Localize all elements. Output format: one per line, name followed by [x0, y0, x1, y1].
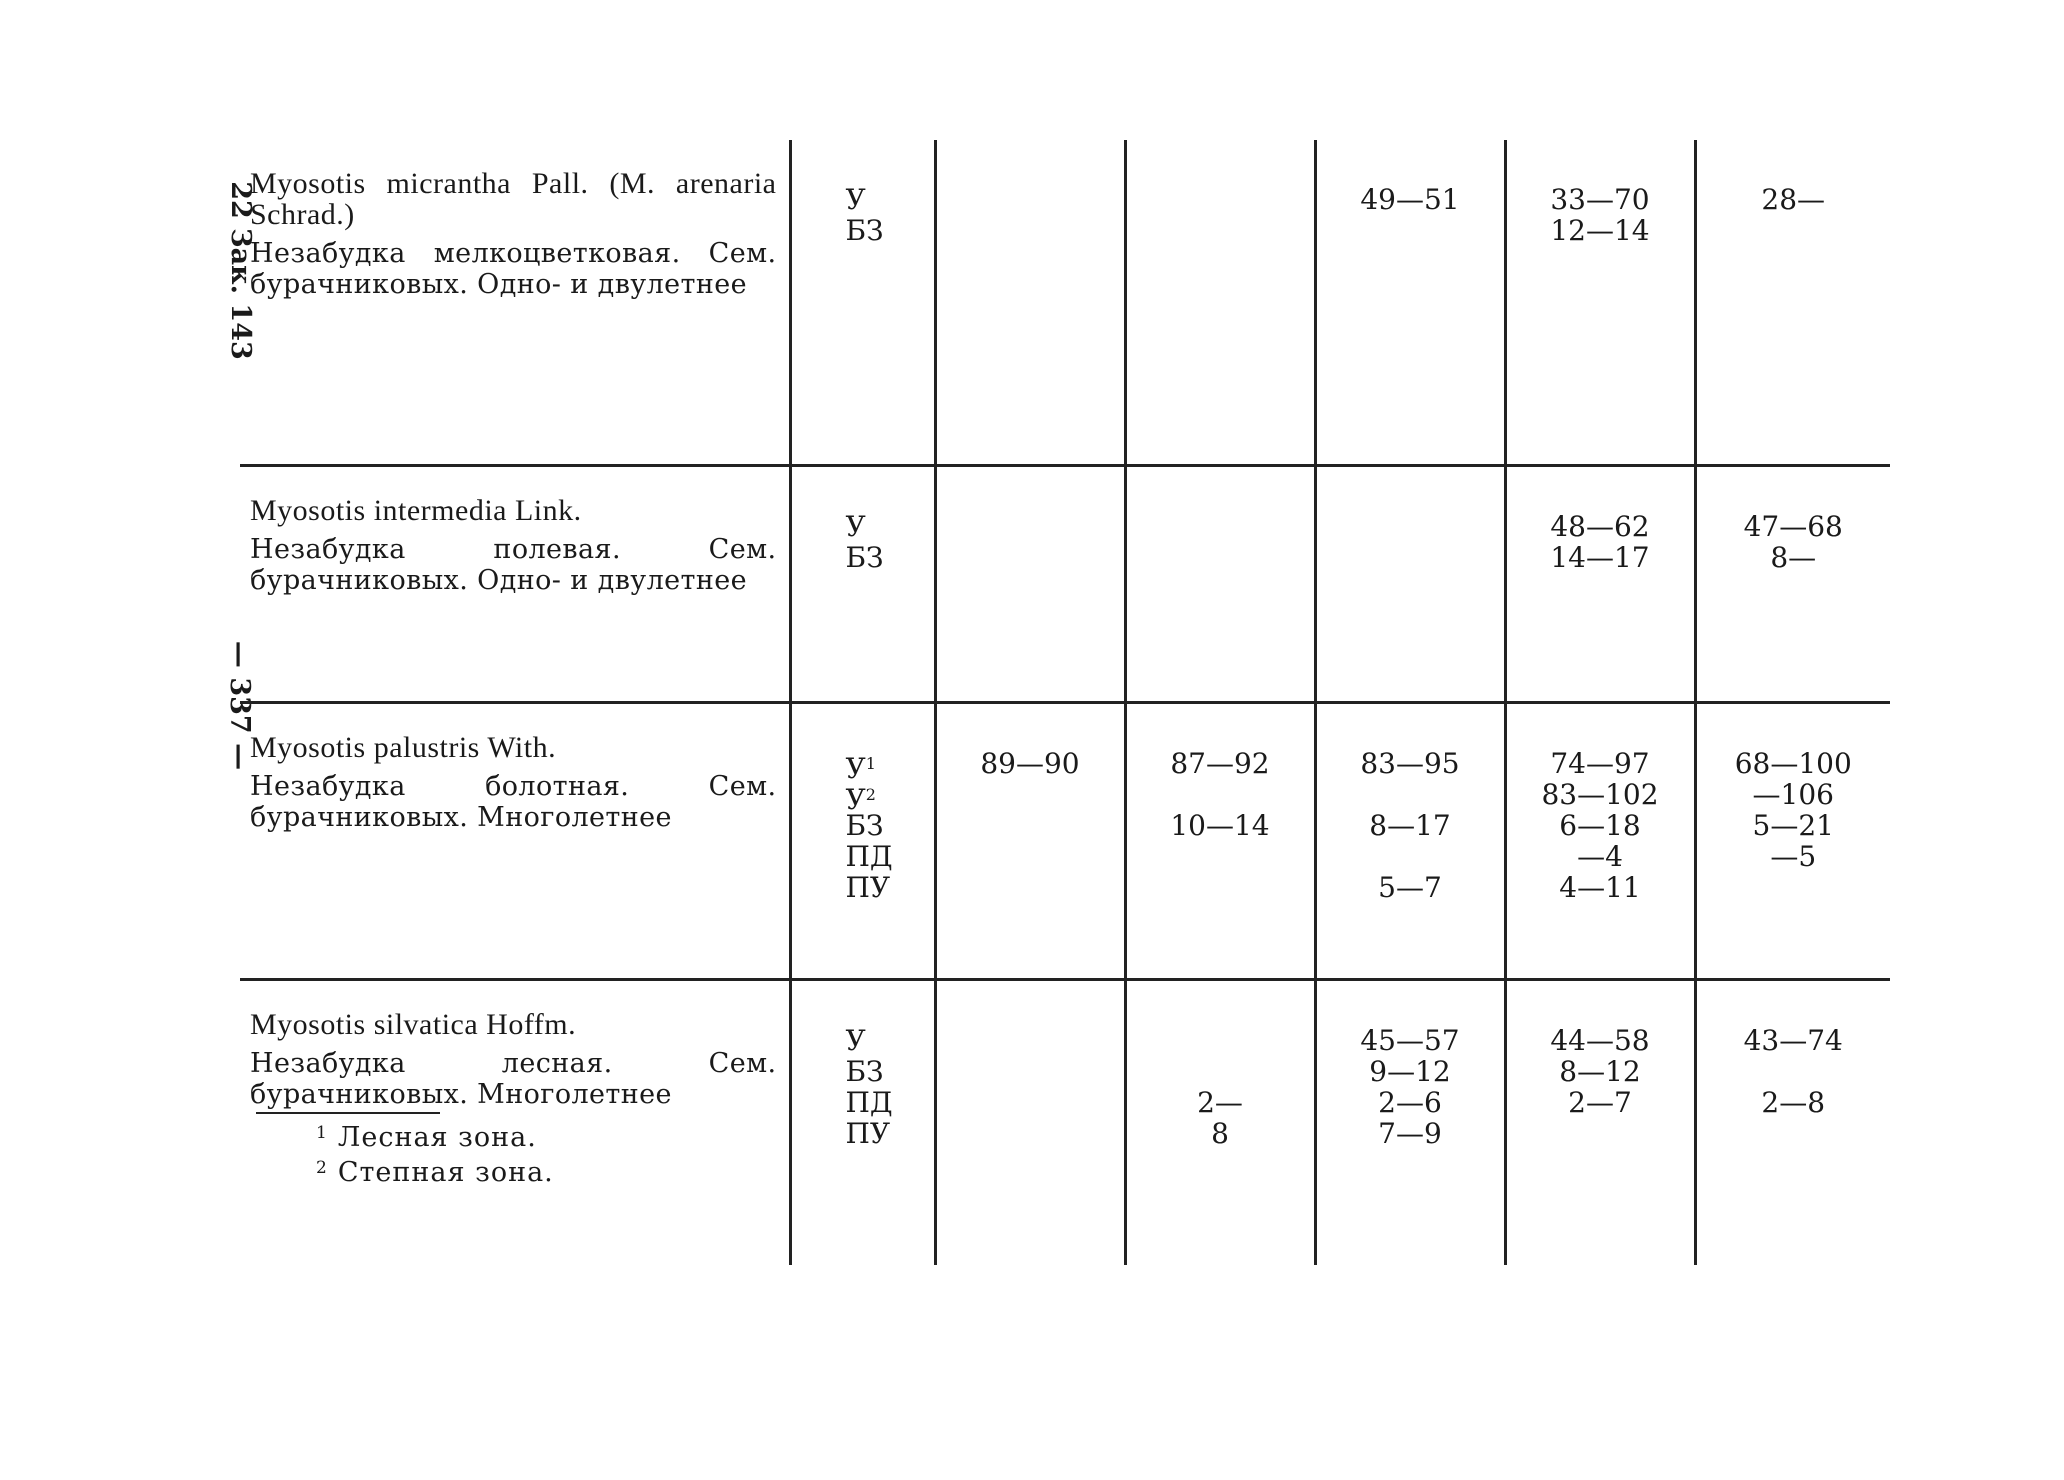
value-cell — [935, 140, 1125, 466]
value-range: 8—17 — [1369, 809, 1451, 842]
value-cell — [935, 703, 1125, 980]
value-cell — [935, 980, 1125, 1266]
zone-abbr: БЗ — [845, 1055, 884, 1088]
value-range: 5—21 — [1752, 809, 1834, 842]
value-range: 2—8 — [1761, 1086, 1826, 1119]
footnote-text: Лесная зона. — [337, 1122, 537, 1153]
value-range: 10—14 — [1170, 809, 1270, 842]
order-label-text: 22 Зак. 143 — [224, 180, 256, 360]
value-range: 2— — [1197, 1086, 1243, 1119]
value-range: 8— — [1770, 541, 1817, 574]
value-range: 49—51 — [1360, 183, 1460, 216]
value-cell — [1125, 980, 1315, 1266]
value-range — [1317, 779, 1504, 810]
value-range: 9—12 — [1369, 1055, 1451, 1088]
value-cell — [1315, 466, 1505, 703]
species-name-cell — [240, 703, 790, 980]
russian-name: Незабудка полевая. Сем. бурачниковых. Одно- и двулетнее — [250, 534, 777, 596]
value-cell — [1315, 980, 1505, 1266]
latin-name: Myosotis intermedia Link. — [250, 494, 582, 527]
zone-abbr: У — [845, 510, 866, 543]
value-cell — [1125, 466, 1315, 703]
value-range: 87—92 — [1170, 747, 1270, 780]
value-range: 5—7 — [1378, 871, 1442, 904]
footnote-mark: 1 — [316, 1123, 328, 1143]
footnote-ref: 1 — [865, 754, 876, 773]
footnote-text: Степная зона. — [337, 1157, 554, 1188]
page-number-text: — 337 — — [224, 640, 256, 770]
russian-name: Незабудка лесная. Сем. бурачниковых. Многолетнее — [250, 1048, 777, 1110]
zone-abbr-cell — [790, 703, 935, 980]
value-range — [1127, 1056, 1314, 1087]
value-cell — [1505, 703, 1695, 980]
value-range: 43—74 — [1743, 1024, 1843, 1057]
value-cell — [1125, 140, 1315, 466]
value-cell — [1125, 703, 1315, 980]
value-range: 45—57 — [1360, 1024, 1460, 1057]
table-row — [240, 140, 1890, 466]
value-range: 83—102 — [1541, 778, 1659, 811]
zone-abbr: БЗ — [845, 214, 884, 247]
zone-abbr: У$^2$ — [845, 783, 876, 816]
latin-name: Myosotis palustris With. — [250, 731, 557, 764]
value-cell — [1315, 140, 1505, 466]
value-range: 47—68 — [1743, 510, 1843, 543]
zone-abbr: ПД — [845, 1086, 893, 1119]
value-cell — [1695, 980, 1890, 1266]
value-range: 8 — [1211, 1117, 1229, 1150]
species-name-cell — [240, 466, 790, 703]
zone-abbr: ПД — [845, 840, 893, 873]
zone-abbr: ПУ — [845, 871, 891, 904]
value-range: 68—100 — [1734, 747, 1852, 780]
footnote-rule — [256, 1112, 440, 1114]
value-range: 83—95 — [1360, 747, 1460, 780]
value-range: 4—11 — [1559, 871, 1641, 904]
species-table — [240, 140, 1890, 1265]
russian-name: Незабудка мелкоцветковая. Сем. бурачниковых. Одно- и двулетнее — [250, 238, 777, 300]
value-range: 12—14 — [1550, 214, 1650, 247]
value-cell — [1505, 466, 1695, 703]
footnote-1 — [316, 1118, 554, 1153]
zone-abbr: У$^1$ — [845, 752, 876, 785]
russian-name: Незабудка болотная. Сем. бурачниковых. Многолетнее — [250, 771, 777, 833]
zone-abbr-cell — [790, 140, 935, 466]
value-cell — [1695, 703, 1890, 980]
zone-abbr-cell — [790, 980, 935, 1266]
species-name-cell — [240, 140, 790, 466]
value-range: —5 — [1770, 840, 1817, 873]
value-range: 44—58 — [1550, 1024, 1650, 1057]
footnote-mark: 2 — [316, 1158, 328, 1178]
zone-abbr: У — [845, 183, 866, 216]
value-range: 89—90 — [980, 747, 1080, 780]
zone-abbr: У — [845, 1024, 866, 1057]
value-cell — [1695, 466, 1890, 703]
footnotes — [316, 1118, 554, 1188]
value-range — [1697, 1056, 1891, 1087]
value-range: 33—70 — [1550, 183, 1650, 216]
value-range — [1127, 1025, 1314, 1056]
table-row — [240, 466, 1890, 703]
value-range: 7—9 — [1378, 1117, 1442, 1150]
zone-abbr-cell — [790, 466, 935, 703]
value-cell — [935, 466, 1125, 703]
value-cell — [1505, 140, 1695, 466]
value-range: 8—12 — [1559, 1055, 1641, 1088]
value-range: 2—7 — [1568, 1086, 1632, 1119]
value-range — [1127, 779, 1314, 810]
value-range: 2—6 — [1378, 1086, 1442, 1119]
zone-abbr: ПУ — [845, 1117, 891, 1150]
footnote-2 — [316, 1153, 554, 1188]
zone-abbr: БЗ — [845, 541, 884, 574]
value-range: 74—97 — [1550, 747, 1650, 780]
value-range: 28— — [1761, 183, 1826, 216]
zone-abbr: БЗ — [845, 809, 884, 842]
value-range: 48—62 — [1550, 510, 1650, 543]
footnote-ref: 2 — [865, 785, 876, 804]
value-range: 14—17 — [1550, 541, 1650, 574]
value-cell — [1695, 140, 1890, 466]
value-range: 6—18 — [1559, 809, 1641, 842]
table-row — [240, 703, 1890, 980]
latin-name: Myosotis micrantha Pall. (M. arenaria Schrad.) — [250, 167, 777, 231]
latin-name: Myosotis silvatica Hoffm. — [250, 1008, 577, 1041]
value-range: —106 — [1752, 778, 1834, 811]
value-cell — [1505, 980, 1695, 1266]
value-cell — [1315, 703, 1505, 980]
value-range — [1317, 841, 1504, 872]
value-range: —4 — [1577, 840, 1623, 873]
